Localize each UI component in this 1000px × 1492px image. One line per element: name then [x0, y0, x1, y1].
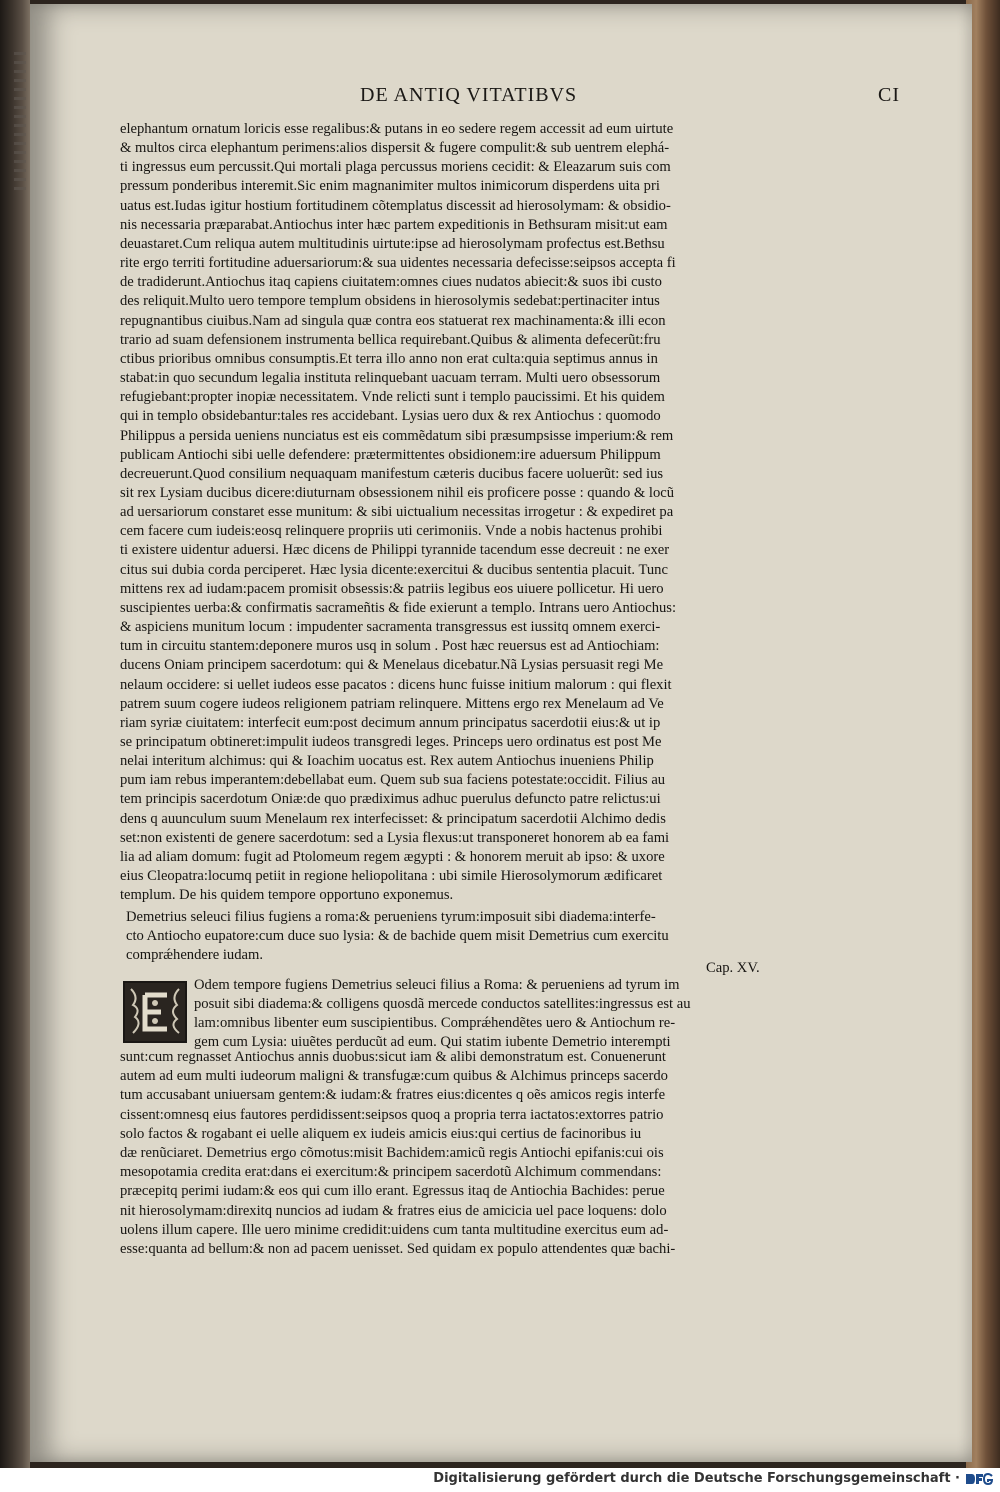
dfg-logo-icon	[964, 1471, 994, 1487]
chapter-label: Cap. XV.	[706, 960, 760, 976]
book-page	[30, 4, 972, 1462]
chapter-opening-lines: Odem tempore fugiens Demetrius seleuci filius a Roma: & perueniens ad tyrum im posuit sibi diadema:& colligens quosdã mercede conductos satellites:ingressus est au lam:omnibus libenter eum suscipientibus. Comprǽhendẽtes uero & Antiochum re- gem cum Lysia: uiuẽtes perducũt ad eum. Qui statim iubente Demetrio interempti	[194, 977, 691, 1051]
folio-number: CI	[878, 84, 900, 106]
chapter-text: sunt:cum regnasset Antiochus annis duobus:sicut iam & alibi demonstratum est. Conuenerunt autem ad eum multi iudeorum maligni & transfugæ:cum quibus & Alchimus princeps sacerdo tum accusabant uniuersam gentem:& iudam:& fratres eius:dicentes q oẽs amicos regis interfe cissent:omnesq eius fautores perdidissent:seipsos quoq a propria terra iactatos:extorres patrio solo factos & rogabant ei uelle aliquem ex iudeis amicis eius:qui certius de facinoribus iu dæ renũciaret. Demetrius ergo cõmotus:misit Bachidem:amicũ regis Antiochi epifanis:cui ois mesopotamia credita erat:dans ei exercitum:& principem sacerdotũ Alchimum commendans: præcepitq perimi iudam:& eos qui cum illo erant. Egressus itaq de Antiochia Bachides: perue nit hierosolymam:direxitq nuncios ad iudam & fratres eius de amicicia uel pace loquens: dolo uolens illum capere. Ille uero minime credidit:uidens cum tanta multitudine exercitus eum ad- esse:quanta ad bellum:& non ad pacem uenisset. Sed quidam ex populo attendentes quæ bachi-	[120, 1049, 676, 1258]
chapter-summary: Demetrius seleuci filius fugiens a roma:& perueniens tyrum:imposuit sibi diadema:interfe- cto Antiocho eupatore:cum duce suo lysia: & de bachide quem misit Demetrius cum exercitu comprǽhendere iudam.	[126, 909, 669, 964]
book-binding-gutter	[0, 0, 30, 1468]
ornament-icon	[125, 983, 185, 1041]
running-title: DE ANTIQ VITATIBVS	[360, 84, 578, 106]
digitization-footer	[0, 1468, 1000, 1492]
funding-credit: Digitalisierung gefördert durch die Deutsche Forschungsgemeinschaft ·	[433, 1471, 960, 1486]
facing-page-edge	[0, 46, 30, 446]
decorated-initial-e	[123, 981, 187, 1043]
running-head	[360, 84, 900, 112]
main-text-block: elephantum ornatum loricis esse regalibus:& putans in eo sedere regem accessit ad eum uirtute & multos circa elephantum perimens:alios dispersit & fugere compulit:& sub uentrem elephá- ti ingressus eum percussit.Qui mortali plaga percussus moriens cecidit: & Eleazarum suis com pressum ponderibus interemit.Sic enim magnanimiter multos inimicorum disperdens uita pri uatus est.Iudas igitur hostium fortitudinem cõtemplatus discessit ad hierosolymam: & obsidio- nis necessaria præparabat.Antiochus inter hæc partem expeditionis in Bethsuram misit:ut eam deuastaret.Cum reliqua autem multitudinis uirtute:ipse ad hierosolymam profectus est.Bethsu rite ergo territi fortitudine aduersariorum:& sua uidentes necessaria defecisse:seipsos accepta fi de tradiderunt.Antiochus itaq capiens ciuitatem:omnes ciues nudatos abiecit:& suos ibi custo des reliquit.Multo uero tempore templum obsidens in hierosolymis sedebat:pertinaciter intus repugnantibus ciuibus.Nam ad singula quæ contra eos statuerat rex machinamenta:& illi econ trario ad suam defensionem instrumenta bellica requirebant.Quibus & alimenta defecerũt:fru ctibus prioribus omnibus consumptis.Et terra illo anno non erat culta:quia septimus annus in stabat:in quo secundum legalia instituta relinquebant uacuam terram. Multi uero obsessorum refugiebant:propter inopiæ necessitatem. Vnde relicti sunt i templo paucissimi. Et his quidem qui in templo obsidebantur:tales res accidebant. Lysias uero dux & rex Antiochus : quomodo Philippus a persida ueniens nunciatus est eis commẽdatum sibi præsumpsisse imperium:& rem publicam Antiochi sibi uelle defendere: prætermittentes obsidionem:ire aduersum Philippum decreuerunt.Quod consilium nequaquam manifestum cæteris ducibus facere uoluerũt: sed ius sit rex Lysiam ducibus dicere:diuturnam obsessionem nihil eis proficere posse : quando & locũ ad uersariorum constaret esse munitum: & sibi uictualium necessitas irrogetur : & expediret pa cem facere cum iudeis:eosq relinquere propriis uti cerimoniis. Vnde a nobis hactenus prohibi ti existere uidentur aduersi. Hæc dicens de Philippi tyrannide tacendum esse decreuit : ne exer citus sui dubia corda perciperet. Hæc lysia dicente:exercitui & ducibus sententia placuit. Tunc mittens rex ad iudam:pacem promisit obsessis:& patriis legibus eos uiuere pollicetur. Hi uero suscipientes uerba:& confirmatis sacrameñtis & fide exierunt a templo. Intrans uero Antiochus: & aspiciens munitum locum : impudenter sacramenta transgressus est iussitq omnem exerci- tum in circuitu stantem:deponere muros usq in solum . Post hæc reuersus est ad Antiochiam: ducens Oniam principem sacerdotum: qui & Menelaus dicebatur.Nã Lysias persuasit regi Me nelaum occidere: si uellet iudeos esse pacatos : dicens hunc fuisse initium malorum : qui flexit patrem suum cogere iudeos religionem patriam relinquere. Mittens ergo rex Menelaum ad Ve riam syriæ ciuitatem: interfecit eum:post decimum annum principatus sacerdotii eius:& ut ip se principatum obtineret:impulit iudeos transgredi leges. Princeps uero ordinatus est post Me nelai interitum alchimus: qui & Ioachim uocatus est. Rex autem Antiochus inueniens Philip pum iam rebus imperantem:debellabat eum. Quem sub sua faciens potestate:occidit. Filius au tem principis sacerdotum Oniæ:de quo prædiximus adhuc puerulus defuncto patre relictus:ui dens q auunculum suum Menelaum rex interfecisset: & principatum sacerdotii Alchimo dedis set:non existenti de genere sacerdotum: sed a Lysia flexus:ut transponeret honorem ab ea fami lia ad aliam domum: fugit ad Ptolomeum regem ægypti : & honorem meruit ab ipso: & uxore eius Cleopatra:locumq petiit in regione heliopolitana : ubi simile Hierosolymorum ædificaret templum. De his quidem tempore opportuno exponemus.	[120, 121, 677, 904]
